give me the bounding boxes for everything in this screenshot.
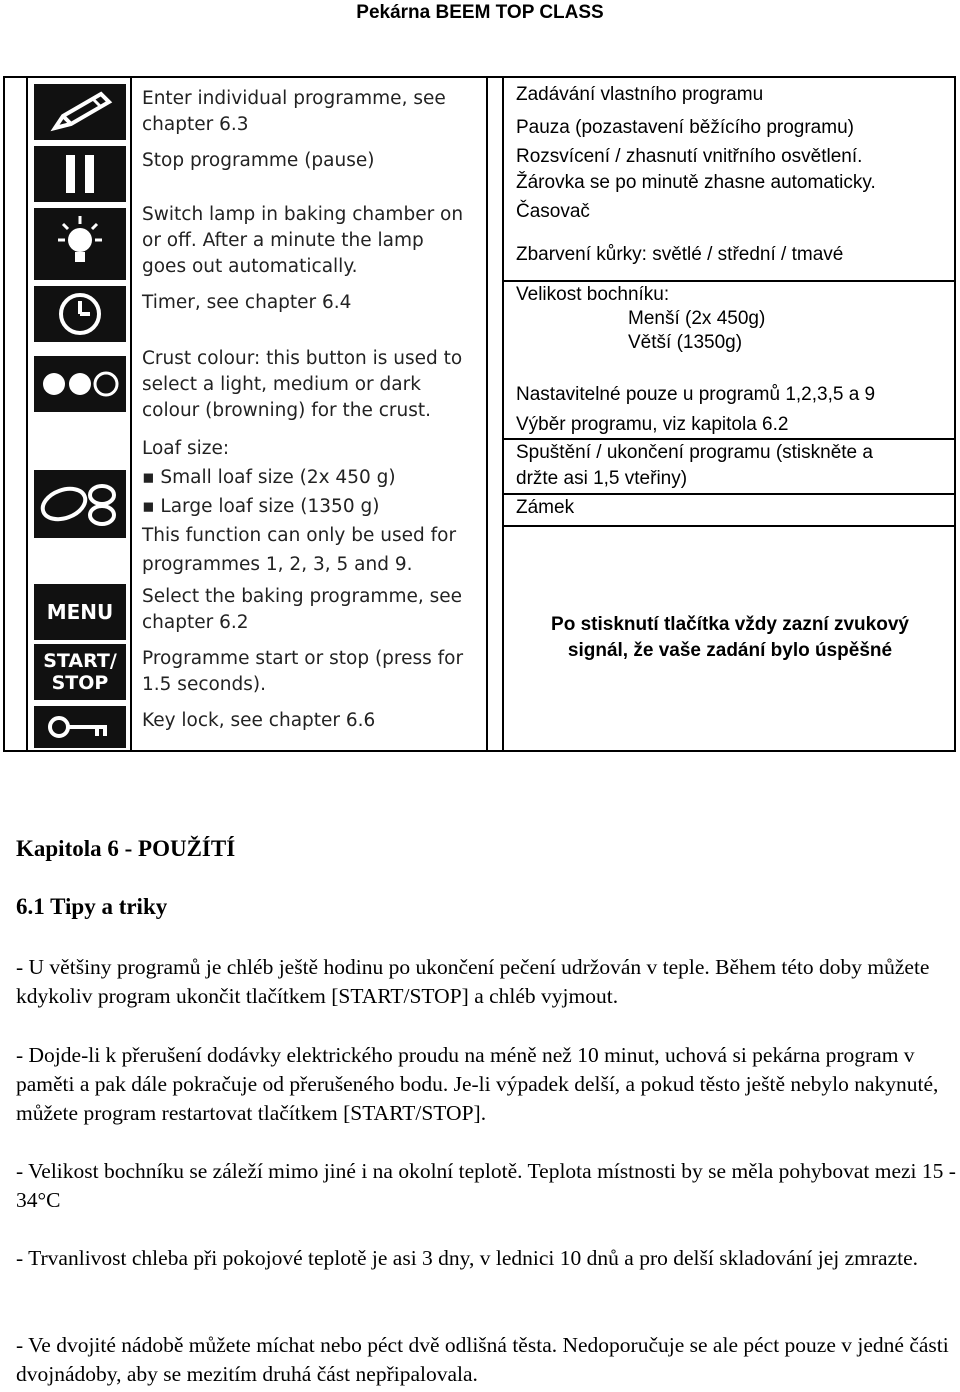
function-loaf-small: Menší (2x 450g) (628, 308, 766, 329)
function-start-stop: Spuštění / ukončení programu (stiskněte a držte asi 1,5 vteřiny) (516, 442, 873, 489)
function-pause: Pauza (pozastavení běžícího programu) (516, 117, 854, 138)
legend-text-start-stop: Programme start or stop (press for 1.5 seconds). (142, 648, 464, 695)
button-legend-image (26, 78, 488, 750)
legend-text-timer: Timer, see chapter 6.4 (142, 292, 352, 313)
clock-icon (34, 286, 126, 342)
function-timer: Časovač (516, 201, 590, 222)
function-menu: Výběr programu, viz kapitola 6.2 (516, 414, 789, 435)
menu-icon: MENU (34, 584, 126, 640)
function-crust-colour: Zbarvení kůrky: světlé / střední / tmavé (516, 244, 844, 265)
icon-column (28, 78, 132, 750)
function-key-lock: Zámek (516, 497, 575, 518)
legend-text-loaf-size: Loaf size: ▪ Small loaf size (2x 450 g) ▪ Large loaf size (1350 g) This function can only be used for programmes 1, 2, 3, 5 and 9. (142, 438, 457, 575)
legend-text-lamp: Switch lamp in baking chamber on or off. After a minute the lamp goes out automatically. (142, 204, 464, 277)
tip-paragraph: - Ve dvojité nádobě můžete míchat nebo péct dvě odlišná těsta. Nedoporučuje se ale péct pouze v jedné části dvojnádoby, aby se mezitím druhá část nepřipalovala. (16, 1333, 949, 1386)
legend-text-key-lock: Key lock, see chapter 6.6 (142, 710, 376, 731)
legend-text-pause: Stop programme (pause) (142, 150, 375, 171)
lamp-icon (34, 208, 126, 280)
legend-text-crust: Crust colour: this button is used to select a light, medium or dark colour (browning) for the crust. (142, 348, 463, 421)
legend-text-menu: Select the baking programme, see chapter 6.2 (142, 586, 463, 633)
tip-paragraph: - Velikost bochníku se záleží mimo jiné i na okolní teplotě. Teplota místnosti by se měla pohybovat mezi 15 - 34°C (16, 1159, 956, 1212)
loaf-size-icon (34, 470, 126, 538)
function-loaf-large: Větší (1350g) (628, 332, 743, 353)
chapter-title: Kapitola 6 - POUŽÍTÍ (16, 836, 236, 861)
key-icon (34, 706, 126, 748)
start-stop-icon: START/ STOP (34, 644, 126, 700)
crust-colour-icon (34, 356, 126, 412)
function-custom-programme: Zadávání vlastního programu (516, 84, 764, 105)
tip-paragraph: - Trvanlivost chleba při pokojové teplotě je asi 3 dny, v lednici 10 dnů a pro delší skladování jej zmrazte. (16, 1246, 919, 1270)
pencil-icon (34, 84, 126, 140)
row-divider (504, 525, 956, 527)
tip-paragraph: - U většiny programů je chléb ještě hodinu po ukončení pečení udržován v teple. Během této doby můžete kdykoliv program ukončit tlačítkem [START/STOP] a chléb vyjmout. (16, 955, 930, 1008)
function-lamp: Rozsvícení / zhasnutí vnitřního osvětlení. Žárovka se po minutě zhasne automaticky. (516, 146, 876, 193)
function-loaf-size: Velikost bochníku: (516, 284, 670, 305)
section-title: 6.1 Tipy a triky (16, 894, 168, 919)
legend-text-individual-programme: Enter individual programme, see chapter 6.3 (142, 88, 446, 135)
pause-icon (34, 146, 126, 202)
function-loaf-note: Nastavitelné pouze u programů 1,2,3,5 a 9 (516, 384, 876, 405)
page-title: Pekárna BEEM TOP CLASS (356, 2, 604, 23)
tip-paragraph: - Dojde-li k přerušení dodávky elektrického proudu na méně než 10 minut, uchová si pekárna program v paměti a pak dále pokračuje od přerušeného bodu. Je-li výpadek delší, a pokud těsto ještě nebylo nakynuté, můžete program restartovat tlačítkem [START/STOP]. (16, 1043, 939, 1125)
beep-note: Po stisknutí tlačítka vždy zazní zvukový signál, že vaše zadání bylo úspěšné (551, 614, 909, 661)
